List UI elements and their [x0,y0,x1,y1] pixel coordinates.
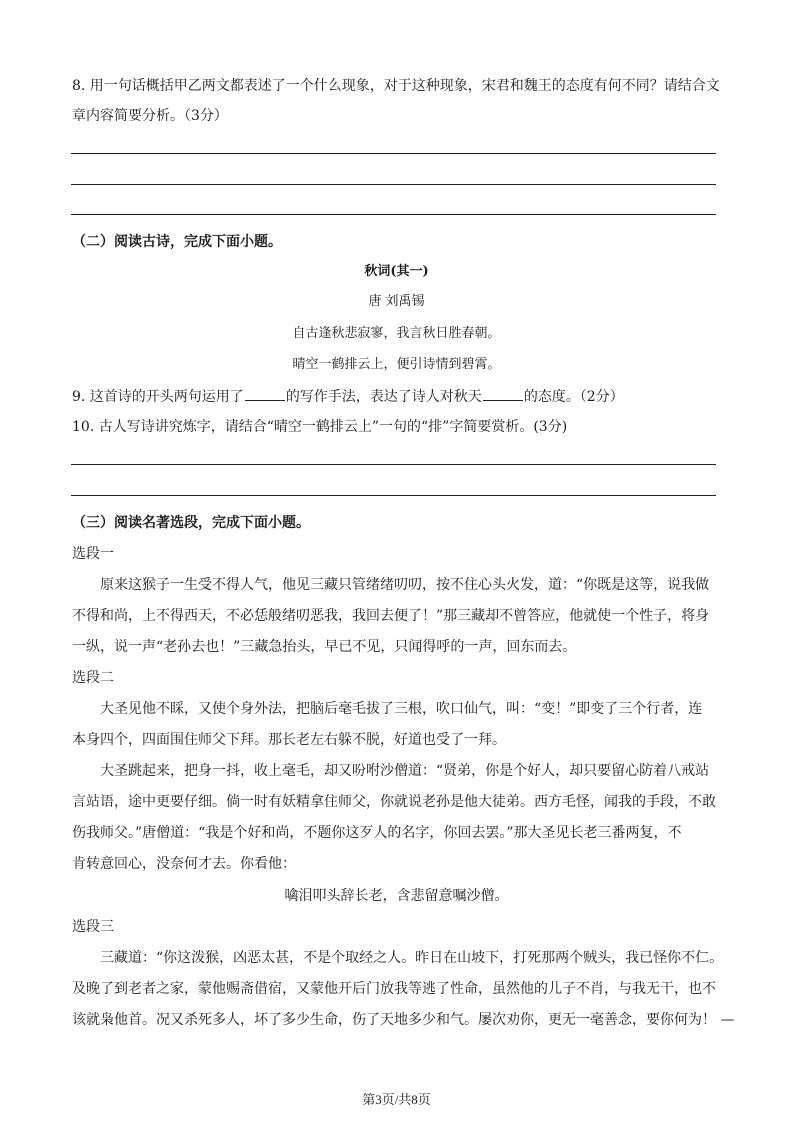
question-9-text-2: 的写作手法，表达了诗人对秋天 [285,389,482,405]
excerpt-2-line: 大圣见他不睬，又使个身外法，把脑后毫毛拔了三根，吹口仙气，叫：“变！”即变了三个行者，连 [100,701,703,717]
excerpt-3-line: 该就枭他首。况又杀死多人，坏了多少生命，伤了天地多少和气。屡次劝你，更无一毫善念，要你何为！ — [72,1012,735,1028]
excerpt-2-line: 本身四个，四面围住师父下拜。那长老左右躲不脱，好道也受了一拜。 [72,732,506,748]
excerpt-1-line: 原来这猴子一生受不得人气，他见三藏只管绪绪叨叨，按不住心头火发，道：“你既是这等，说我做 [100,577,710,593]
excerpt-3-line: 及晚了到老者之家，蒙他赐斋借宿，又蒙他开后门放我等逃了性命，虽然他的儿子不肖，与我无干，也不 [72,981,716,997]
answer-line [71,495,716,496]
excerpt-2-line: 肯转意回心，没奈何才去。你看他： [72,856,296,872]
poem-title: 秋词(其一) [364,264,429,279]
excerpt-2-label: 选段二 [72,670,114,686]
question-9 [72,386,624,407]
answer-line [71,184,716,185]
answer-blank[interactable] [483,386,523,401]
excerpt-1-line: 不得和尚，上不得西天，不必恁般绪叨恶我，我回去便了！”那三藏却不曾答应，他就使一个性子，将身 [72,608,710,624]
excerpt-1-label: 选段一 [72,546,114,562]
section-2-heading: （二）阅读古诗，完成下面小题。 [72,234,282,250]
question-8-line-1: 8. 用一句话概括甲乙两文都表述了一个什么现象，对于这种现象，宋君和魏王的态度有何不同？请结合文 [72,78,720,94]
page-number: 第3页/共8页 [362,1092,431,1107]
excerpt-2-verse: 噙泪叩头辞长老，含悲留意嘱沙僧。 [284,888,509,904]
excerpt-3-line: 三藏道：“你这泼猴，凶恶太甚，不是个取经之人。昨日在山坡下，打死那两个贼头，我已怪你不仁。 [100,950,724,966]
section-3-heading: （三）阅读名著选段，完成下面小题。 [72,515,310,531]
answer-blank[interactable] [245,386,285,401]
excerpt-2-line: 伤我师父。”唐僧道：“我是个好和尚，不题你这歹人的名字，你回去罢。”那大圣见长老三番两复，不 [72,825,682,841]
poem-line-1: 自古逢秋悲寂寥，我言秋日胜春朝。 [292,326,501,341]
question-9-text-3: 的态度。（2分） [523,389,624,405]
answer-line [71,153,716,154]
excerpt-2-line: 言站语，途中更要仔细。倘一时有妖精拿住师父，你就说老孙是他大徒弟。西方毛怪，闻我的手段，不敢 [72,794,716,810]
poem-author: 唐 刘禹锡 [368,294,425,309]
excerpt-3-label: 选段三 [72,919,114,935]
answer-line [71,464,716,465]
question-10: 10. 古人写诗讲究炼字，请结合“晴空一鹤排云上”一句的“排”字简要赏析。(3分) [72,419,568,435]
excerpt-2-line: 大圣跳起来，把身一抖，收上毫毛，却又吩咐沙僧道：“贤弟，你是个好人，却只要留心防着八戒站 [100,763,710,779]
poem-line-2: 晴空一鹤排云上，便引诗情到碧霄。 [292,357,501,372]
excerpt-1-line: 一纵，说一声“老孙去也！”三藏急抬头，早已不见，只闻得呼的一声，回东而去。 [72,639,577,655]
question-8-line-2: 章内容简要分析。（3分） [72,108,228,124]
question-9-text-1: 9. 这首诗的开头两句运用了 [72,389,244,405]
answer-line [71,214,716,215]
